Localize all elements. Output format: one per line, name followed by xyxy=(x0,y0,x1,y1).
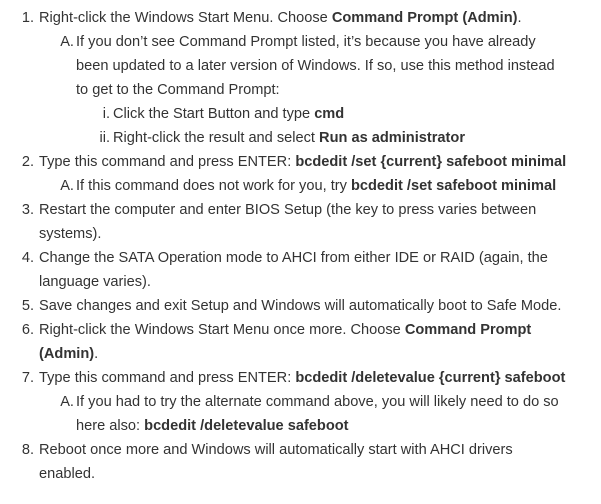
sub-item-1a-cont xyxy=(0,54,601,78)
list-marker: ii. xyxy=(99,130,110,146)
sub-item-7a-cont xyxy=(0,414,601,438)
step-text-plain: Right-click the Windows Start Menu. Choose xyxy=(39,10,332,26)
list-item-step-3 xyxy=(0,198,601,222)
step-text-end: . xyxy=(94,346,99,362)
step-text: Restart the computer and enter BIOS Setup (the key to press varies between xyxy=(39,202,537,218)
sub-item-text-bold: cmd xyxy=(314,106,345,122)
step-text: systems). xyxy=(39,226,102,242)
step-text-plain: Type this command and press ENTER: xyxy=(39,370,296,386)
list-marker: A. xyxy=(60,394,74,410)
sub-item-text: to get to the Command Prompt: xyxy=(76,82,280,98)
sub-item-text xyxy=(113,102,344,126)
list-item-step-7 xyxy=(0,366,601,390)
list-marker: 3. xyxy=(21,202,34,218)
list-marker: A. xyxy=(60,34,74,50)
sub-item-text xyxy=(76,414,349,438)
list-marker: 6. xyxy=(21,322,34,338)
list-item-step-2 xyxy=(0,150,601,174)
list-item-step-3-cont xyxy=(0,222,601,246)
sub-item-text xyxy=(113,126,465,150)
step-text-plain: Type this command and press ENTER: xyxy=(39,154,296,170)
sub-item-text xyxy=(76,174,556,198)
list-marker: 4. xyxy=(21,250,34,266)
list-item-step-6-cont xyxy=(0,342,601,366)
sub-item-text-bold: bcdedit /deletevalue safeboot xyxy=(144,418,349,434)
step-text: enabled. xyxy=(39,466,95,482)
sub-item-1a-i xyxy=(0,102,601,126)
step-text-plain: Right-click the Windows Start Menu once more. Choose xyxy=(39,322,405,338)
sub-item-1a-ii xyxy=(0,126,601,150)
sub-item-text: been updated to a later version of Windows. If so, use this method instead xyxy=(76,58,555,74)
step-text xyxy=(39,150,566,174)
sub-item-1a xyxy=(0,30,601,54)
sub-item-text: If you don’t see Command Prompt listed, it’s because you have already xyxy=(76,34,536,50)
sub-item-text: If you had to try the alternate command above, you will likely need to do so xyxy=(76,394,559,410)
step-text: Reboot once more and Windows will automatically start with AHCI drivers xyxy=(39,442,513,458)
step-text xyxy=(39,6,522,30)
sub-item-text-plain: Right-click the result and select xyxy=(113,130,320,146)
list-marker: 5. xyxy=(21,298,34,314)
list-marker: 8. xyxy=(21,442,34,458)
instruction-list xyxy=(0,6,601,486)
sub-item-text-plain: If this command does not work for you, try xyxy=(76,178,351,194)
step-text xyxy=(39,342,98,366)
step-text: language varies). xyxy=(39,274,151,290)
step-text-bold: (Admin) xyxy=(39,346,95,362)
list-item-step-1 xyxy=(0,6,601,30)
list-item-step-8 xyxy=(0,438,601,462)
list-marker: 2. xyxy=(21,154,34,170)
list-item-step-8-cont xyxy=(0,462,601,486)
sub-item-7a xyxy=(0,390,601,414)
list-marker: i. xyxy=(102,106,110,122)
step-text-end: . xyxy=(517,10,522,26)
step-text-bold: bcdedit /set {current} safeboot minimal xyxy=(295,154,567,170)
step-text-bold: bcdedit /deletevalue {current} safeboot xyxy=(295,370,566,386)
list-item-step-4-cont xyxy=(0,270,601,294)
step-text xyxy=(39,318,531,342)
sub-item-2a xyxy=(0,174,601,198)
list-item-step-6 xyxy=(0,318,601,342)
step-text-bold: Command Prompt xyxy=(404,322,532,338)
step-text-bold: Command Prompt (Admin) xyxy=(331,10,518,26)
sub-item-1a-cont xyxy=(0,78,601,102)
sub-item-text-bold: Run as administrator xyxy=(319,130,465,146)
list-marker: 7. xyxy=(21,370,34,386)
step-text: Change the SATA Operation mode to AHCI from either IDE or RAID (again, the xyxy=(39,250,548,266)
list-marker: A. xyxy=(60,178,74,194)
step-text: Save changes and exit Setup and Windows will automatically boot to Safe Mode. xyxy=(39,298,562,314)
list-marker: 1. xyxy=(21,10,34,26)
sub-item-text-plain: Click the Start Button and type xyxy=(113,106,315,122)
list-item-step-5 xyxy=(0,294,601,318)
step-text xyxy=(39,366,565,390)
list-item-step-4 xyxy=(0,246,601,270)
sub-item-text-plain: here also: xyxy=(76,418,145,434)
sub-item-text-bold: bcdedit /set safeboot minimal xyxy=(350,178,557,194)
